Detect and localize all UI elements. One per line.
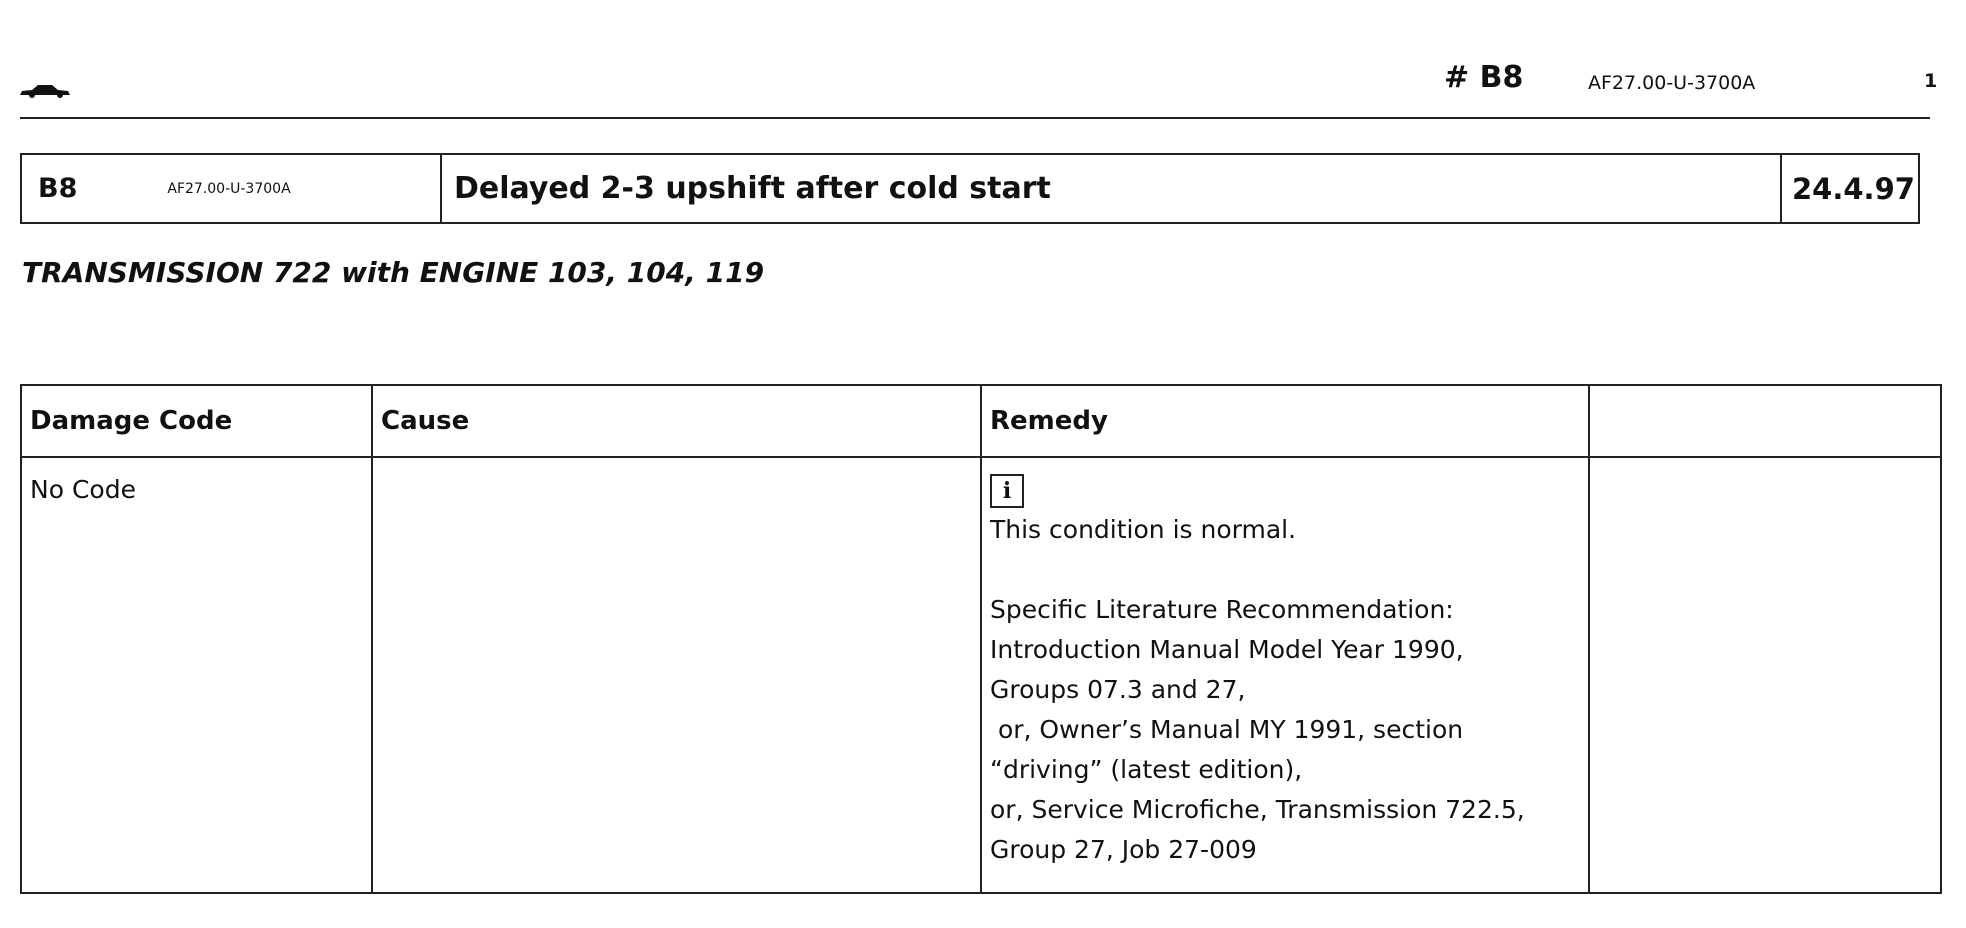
table-row: [21, 457, 1941, 893]
cell-empty: [1589, 457, 1941, 893]
info-icon: i: [990, 474, 1024, 508]
cell-damage-code: No Code: [21, 457, 372, 893]
remedy-line: “driving” (latest edition),: [990, 755, 1303, 784]
remedy-line: [990, 550, 1580, 590]
page-number: 1: [1924, 70, 1938, 92]
title-id-cell: [22, 155, 442, 222]
remedy-line: Specific Literature Recommendation:: [990, 595, 1454, 624]
car-icon: [18, 82, 72, 102]
remedy-line: or, Owner’s Manual MY 1991, section: [990, 715, 1464, 744]
title-doc-number: AF27.00-U-3700A: [167, 180, 291, 197]
remedy-line: Group 27, Job 27-009: [990, 835, 1257, 864]
header-cause: Cause: [372, 385, 981, 457]
diagnosis-table: [20, 384, 1942, 894]
title-box: [20, 153, 1920, 224]
remedy-line: Groups 07.3 and 27,: [990, 675, 1246, 704]
title-code: B8: [38, 173, 78, 204]
header-rule: [20, 117, 1930, 119]
header-damage-code: Damage Code: [21, 385, 372, 457]
header-empty: [1589, 385, 1941, 457]
header-doc-number: AF27.00-U-3700A: [1588, 72, 1756, 94]
header-remedy: Remedy: [981, 385, 1589, 457]
remedy-line: Introduction Manual Model Year 1990,: [990, 635, 1464, 664]
subtitle: TRANSMISSION 722 with ENGINE 103, 104, 119: [22, 256, 765, 289]
remedy-line: or, Service Microfiche, Transmission 722.5,: [990, 795, 1525, 824]
cell-remedy: [981, 457, 1589, 893]
page-title: Delayed 2-3 upshift after cold start: [454, 171, 1051, 206]
cell-cause: [372, 457, 981, 893]
header-code: # B8: [1444, 60, 1524, 95]
table-header-row: [21, 385, 1941, 457]
remedy-line: This condition is normal.: [990, 515, 1297, 544]
remedy-text: [990, 510, 1580, 870]
title-date: 24.4.97: [1780, 155, 1916, 222]
